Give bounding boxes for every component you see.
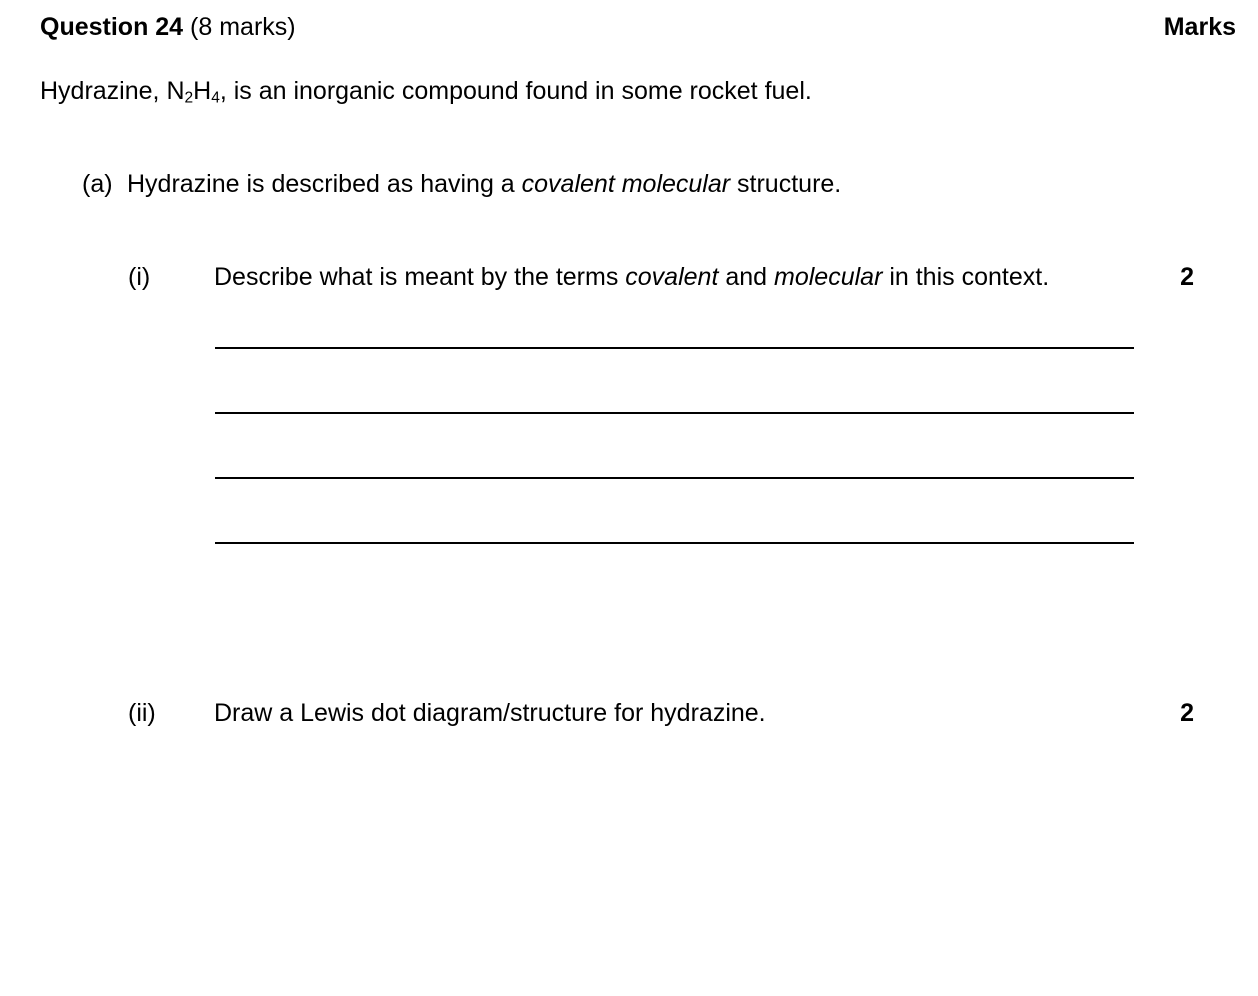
subquestion-i-text-3: in this context. <box>882 263 1050 291</box>
formula-subscript-1: 2 <box>184 89 194 107</box>
answer-lines-i[interactable] <box>215 347 1134 544</box>
subquestion-i-body <box>214 260 1049 294</box>
part-a-text-2: structure. <box>730 170 842 198</box>
part-a-letter: (a) <box>82 170 113 198</box>
subquestion-i-emphasis-1: covalent <box>625 263 719 291</box>
part-a <box>82 167 841 201</box>
subquestion-ii-text <box>128 696 766 730</box>
question-heading <box>40 10 296 44</box>
subquestion-i-row <box>128 260 1236 294</box>
answer-line[interactable] <box>215 412 1134 414</box>
subquestion-i-text-1: Describe what is meant by the terms <box>214 263 626 291</box>
answer-space-ii[interactable] <box>128 750 1134 970</box>
subquestion-ii-row <box>128 696 1236 730</box>
subquestion-i <box>128 260 1236 294</box>
answer-line[interactable] <box>215 477 1134 479</box>
formula-middle: H <box>193 77 212 105</box>
subquestion-ii <box>128 696 1236 730</box>
subquestion-ii-marks: 2 <box>1180 699 1194 727</box>
question-intro <box>40 74 812 108</box>
answer-line[interactable] <box>215 542 1134 544</box>
formula-subscript-2: 4 <box>211 89 220 107</box>
subquestion-i-emphasis-2: molecular <box>774 263 883 291</box>
intro-text-after: , is an inorganic compound found in some rocket fuel. <box>219 77 812 105</box>
subquestion-i-text <box>128 260 1049 294</box>
part-a-text-1: Hydrazine is described as having a <box>127 170 522 198</box>
question-header <box>40 10 1236 44</box>
subquestion-i-label: (i) <box>128 263 151 291</box>
intro-text-before: Hydrazine, N <box>40 77 185 105</box>
subquestion-ii-label: (ii) <box>128 699 156 727</box>
subquestion-i-marks: 2 <box>1180 263 1194 291</box>
question-number: Question 24 <box>40 13 184 41</box>
subquestion-i-text-2: and <box>718 263 775 291</box>
subquestion-ii-body: Draw a Lewis dot diagram/structure for hydrazine. <box>214 699 766 727</box>
marks-column-label: Marks <box>1163 13 1236 41</box>
question-total-marks: (8 marks) <box>190 13 296 41</box>
answer-line[interactable] <box>215 347 1134 349</box>
part-a-emphasis: covalent molecular <box>521 170 731 198</box>
